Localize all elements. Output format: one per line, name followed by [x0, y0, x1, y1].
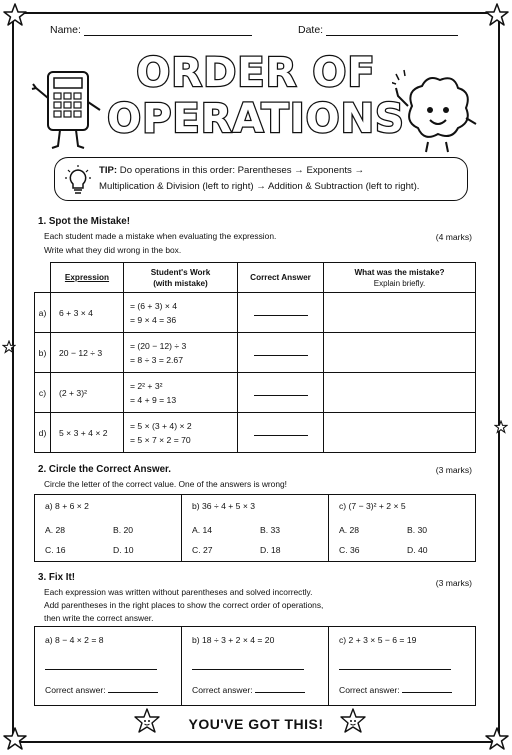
option-b[interactable]: B. 30	[407, 525, 428, 535]
correct-answer-row[interactable]	[192, 685, 305, 695]
option-d[interactable]: D. 40	[407, 545, 428, 555]
answer-line[interactable]	[254, 435, 308, 436]
row-expression: 5 × 3 + 4 × 2	[51, 413, 124, 453]
work-line: = 8 ÷ 3 = 2.67	[130, 354, 183, 365]
mistake-cell[interactable]	[324, 373, 476, 413]
col-mistake	[324, 263, 476, 293]
work-line: = 4 + 9 = 13	[130, 394, 177, 405]
smiling-star-icon	[340, 708, 366, 734]
fix-question: a) 8 − 4 × 2 = 8	[45, 635, 104, 645]
lightbulb-icon	[65, 165, 91, 195]
date-line[interactable]	[326, 25, 458, 36]
name-label: Name:	[50, 24, 81, 36]
star-icon	[2, 2, 28, 28]
work-line-input[interactable]	[192, 669, 304, 670]
section-3-instruction-2: Add parentheses in the right places to show the correct order of operations,	[44, 600, 324, 610]
option-b[interactable]: B. 33	[260, 525, 281, 535]
col-work-label: Student's Work	[150, 267, 211, 277]
footer-message: YOU'VE GOT THIS!	[188, 716, 324, 732]
section-3-instruction-3: then write the correct answer.	[44, 613, 154, 623]
fix-it-box	[34, 626, 476, 706]
answer-cell[interactable]	[238, 293, 324, 333]
row-work	[124, 293, 238, 333]
row-expression: 6 + 3 × 4	[51, 293, 124, 333]
question-a	[35, 495, 182, 561]
row-expression: 20 − 12 ÷ 3	[51, 333, 124, 373]
section-1-instruction-1: Each student made a mistake when evaluating the expression.	[44, 231, 277, 241]
fix-item-c	[329, 627, 475, 705]
correct-answer-label: Correct answer:	[192, 685, 253, 695]
brain-mascot-icon	[392, 66, 482, 156]
col-expression: Expression	[51, 263, 124, 293]
tip-text-2: Multiplication & Division (left to right) → Addition & Subtraction (left to right).	[99, 181, 420, 192]
tip-label: TIP:	[99, 165, 118, 176]
row-work	[124, 373, 238, 413]
correct-answer-line[interactable]	[255, 692, 305, 693]
section-1-instruction-2: Write what they did wrong in the box.	[44, 245, 182, 255]
row-label: b)	[35, 333, 51, 373]
option-c[interactable]: C. 16	[45, 545, 66, 555]
option-b[interactable]: B. 20	[113, 525, 134, 535]
star-icon	[2, 340, 16, 354]
title-line-2: OPERATIONS	[107, 96, 405, 142]
answer-cell[interactable]	[238, 373, 324, 413]
mistake-cell[interactable]	[324, 333, 476, 373]
option-a[interactable]: A. 28	[339, 525, 360, 535]
correct-answer-line[interactable]	[402, 692, 452, 693]
answer-cell[interactable]	[238, 413, 324, 453]
option-c[interactable]: C. 27	[192, 545, 213, 555]
row-work	[124, 413, 238, 453]
table-row	[35, 373, 476, 413]
work-line: = 9 × 4 = 36	[130, 314, 177, 325]
tip-box	[54, 157, 468, 201]
star-icon	[484, 2, 510, 28]
question-b	[182, 495, 329, 561]
section-3-marks: (3 marks)	[435, 578, 472, 588]
work-line: = (6 + 3) × 4	[130, 300, 178, 311]
row-label: d)	[35, 413, 51, 453]
section-3-instruction-1: Each expression was written without parentheses and solved incorrectly.	[44, 587, 313, 597]
section-2-title: 2. Circle the Correct Answer.	[38, 464, 172, 475]
correct-answer-line[interactable]	[108, 692, 158, 693]
tip-text-1: Do operations in this order: Parentheses → Exponents →	[119, 165, 365, 176]
row-expression: (2 + 3)²	[51, 373, 124, 413]
work-line: = 5 × (3 + 4) × 2	[130, 420, 192, 431]
table-row	[35, 293, 476, 333]
answer-line[interactable]	[254, 355, 308, 356]
work-line-input[interactable]	[339, 669, 451, 670]
answer-cell[interactable]	[238, 333, 324, 373]
option-a[interactable]: A. 28	[45, 525, 66, 535]
title-line-1: ORDER OF	[136, 50, 376, 96]
col-work	[124, 263, 238, 293]
section-1-marks: (4 marks)	[435, 232, 472, 242]
row-label: a)	[35, 293, 51, 333]
name-line[interactable]	[84, 25, 252, 36]
row-label: c)	[35, 373, 51, 413]
option-a[interactable]: A. 14	[192, 525, 213, 535]
section-2-marks: (3 marks)	[435, 465, 472, 475]
date-label: Date:	[298, 24, 324, 36]
row-work	[124, 333, 238, 373]
table-row	[35, 413, 476, 453]
multiple-choice-box	[34, 494, 476, 562]
col-mistake-sub: Explain briefly.	[373, 278, 426, 288]
question-c	[329, 495, 475, 561]
mistake-cell[interactable]	[324, 413, 476, 453]
work-line: = 2² + 3²	[130, 380, 163, 391]
calculator-mascot-icon	[30, 68, 106, 154]
table-row	[35, 333, 476, 373]
question-text: a) 8 + 6 × 2	[45, 501, 89, 511]
question-text: b) 36 ÷ 4 + 5 × 3	[192, 501, 256, 511]
section-1-title: 1. Spot the Mistake!	[38, 216, 130, 227]
mistake-cell[interactable]	[324, 293, 476, 333]
fix-question: b) 18 ÷ 3 + 2 × 4 = 20	[192, 635, 275, 645]
col-mistake-label: What was the mistake?	[354, 267, 445, 277]
answer-line[interactable]	[254, 395, 308, 396]
fix-question: c) 2 + 3 × 5 − 6 = 19	[339, 635, 417, 645]
option-c[interactable]: C. 36	[339, 545, 360, 555]
mistake-table	[34, 262, 476, 453]
correct-answer-row[interactable]	[45, 685, 158, 695]
name-field[interactable]	[50, 24, 252, 36]
correct-answer-label: Correct answer:	[45, 685, 106, 695]
work-line: = (20 − 12) ÷ 3	[130, 340, 187, 351]
star-icon	[494, 420, 508, 434]
section-3-title: 3. Fix It!	[38, 572, 76, 583]
date-field[interactable]	[298, 24, 458, 36]
fix-item-a	[35, 627, 182, 705]
question-text: c) (7 − 3)² + 2 × 5	[339, 501, 406, 511]
col-answer: Correct Answer	[238, 263, 324, 293]
correct-answer-label: Correct answer:	[339, 685, 400, 695]
section-2-instruction: Circle the letter of the correct value. One of the answers is wrong!	[44, 479, 287, 489]
col-work-sub: (with mistake)	[153, 278, 208, 288]
option-d[interactable]: D. 18	[260, 545, 281, 555]
work-line-input[interactable]	[45, 669, 157, 670]
work-line: = 5 × 7 × 2 = 70	[130, 434, 191, 445]
correct-answer-row[interactable]	[339, 685, 452, 695]
fix-item-b	[182, 627, 329, 705]
option-d[interactable]: D. 10	[113, 545, 134, 555]
answer-line[interactable]	[254, 315, 308, 316]
